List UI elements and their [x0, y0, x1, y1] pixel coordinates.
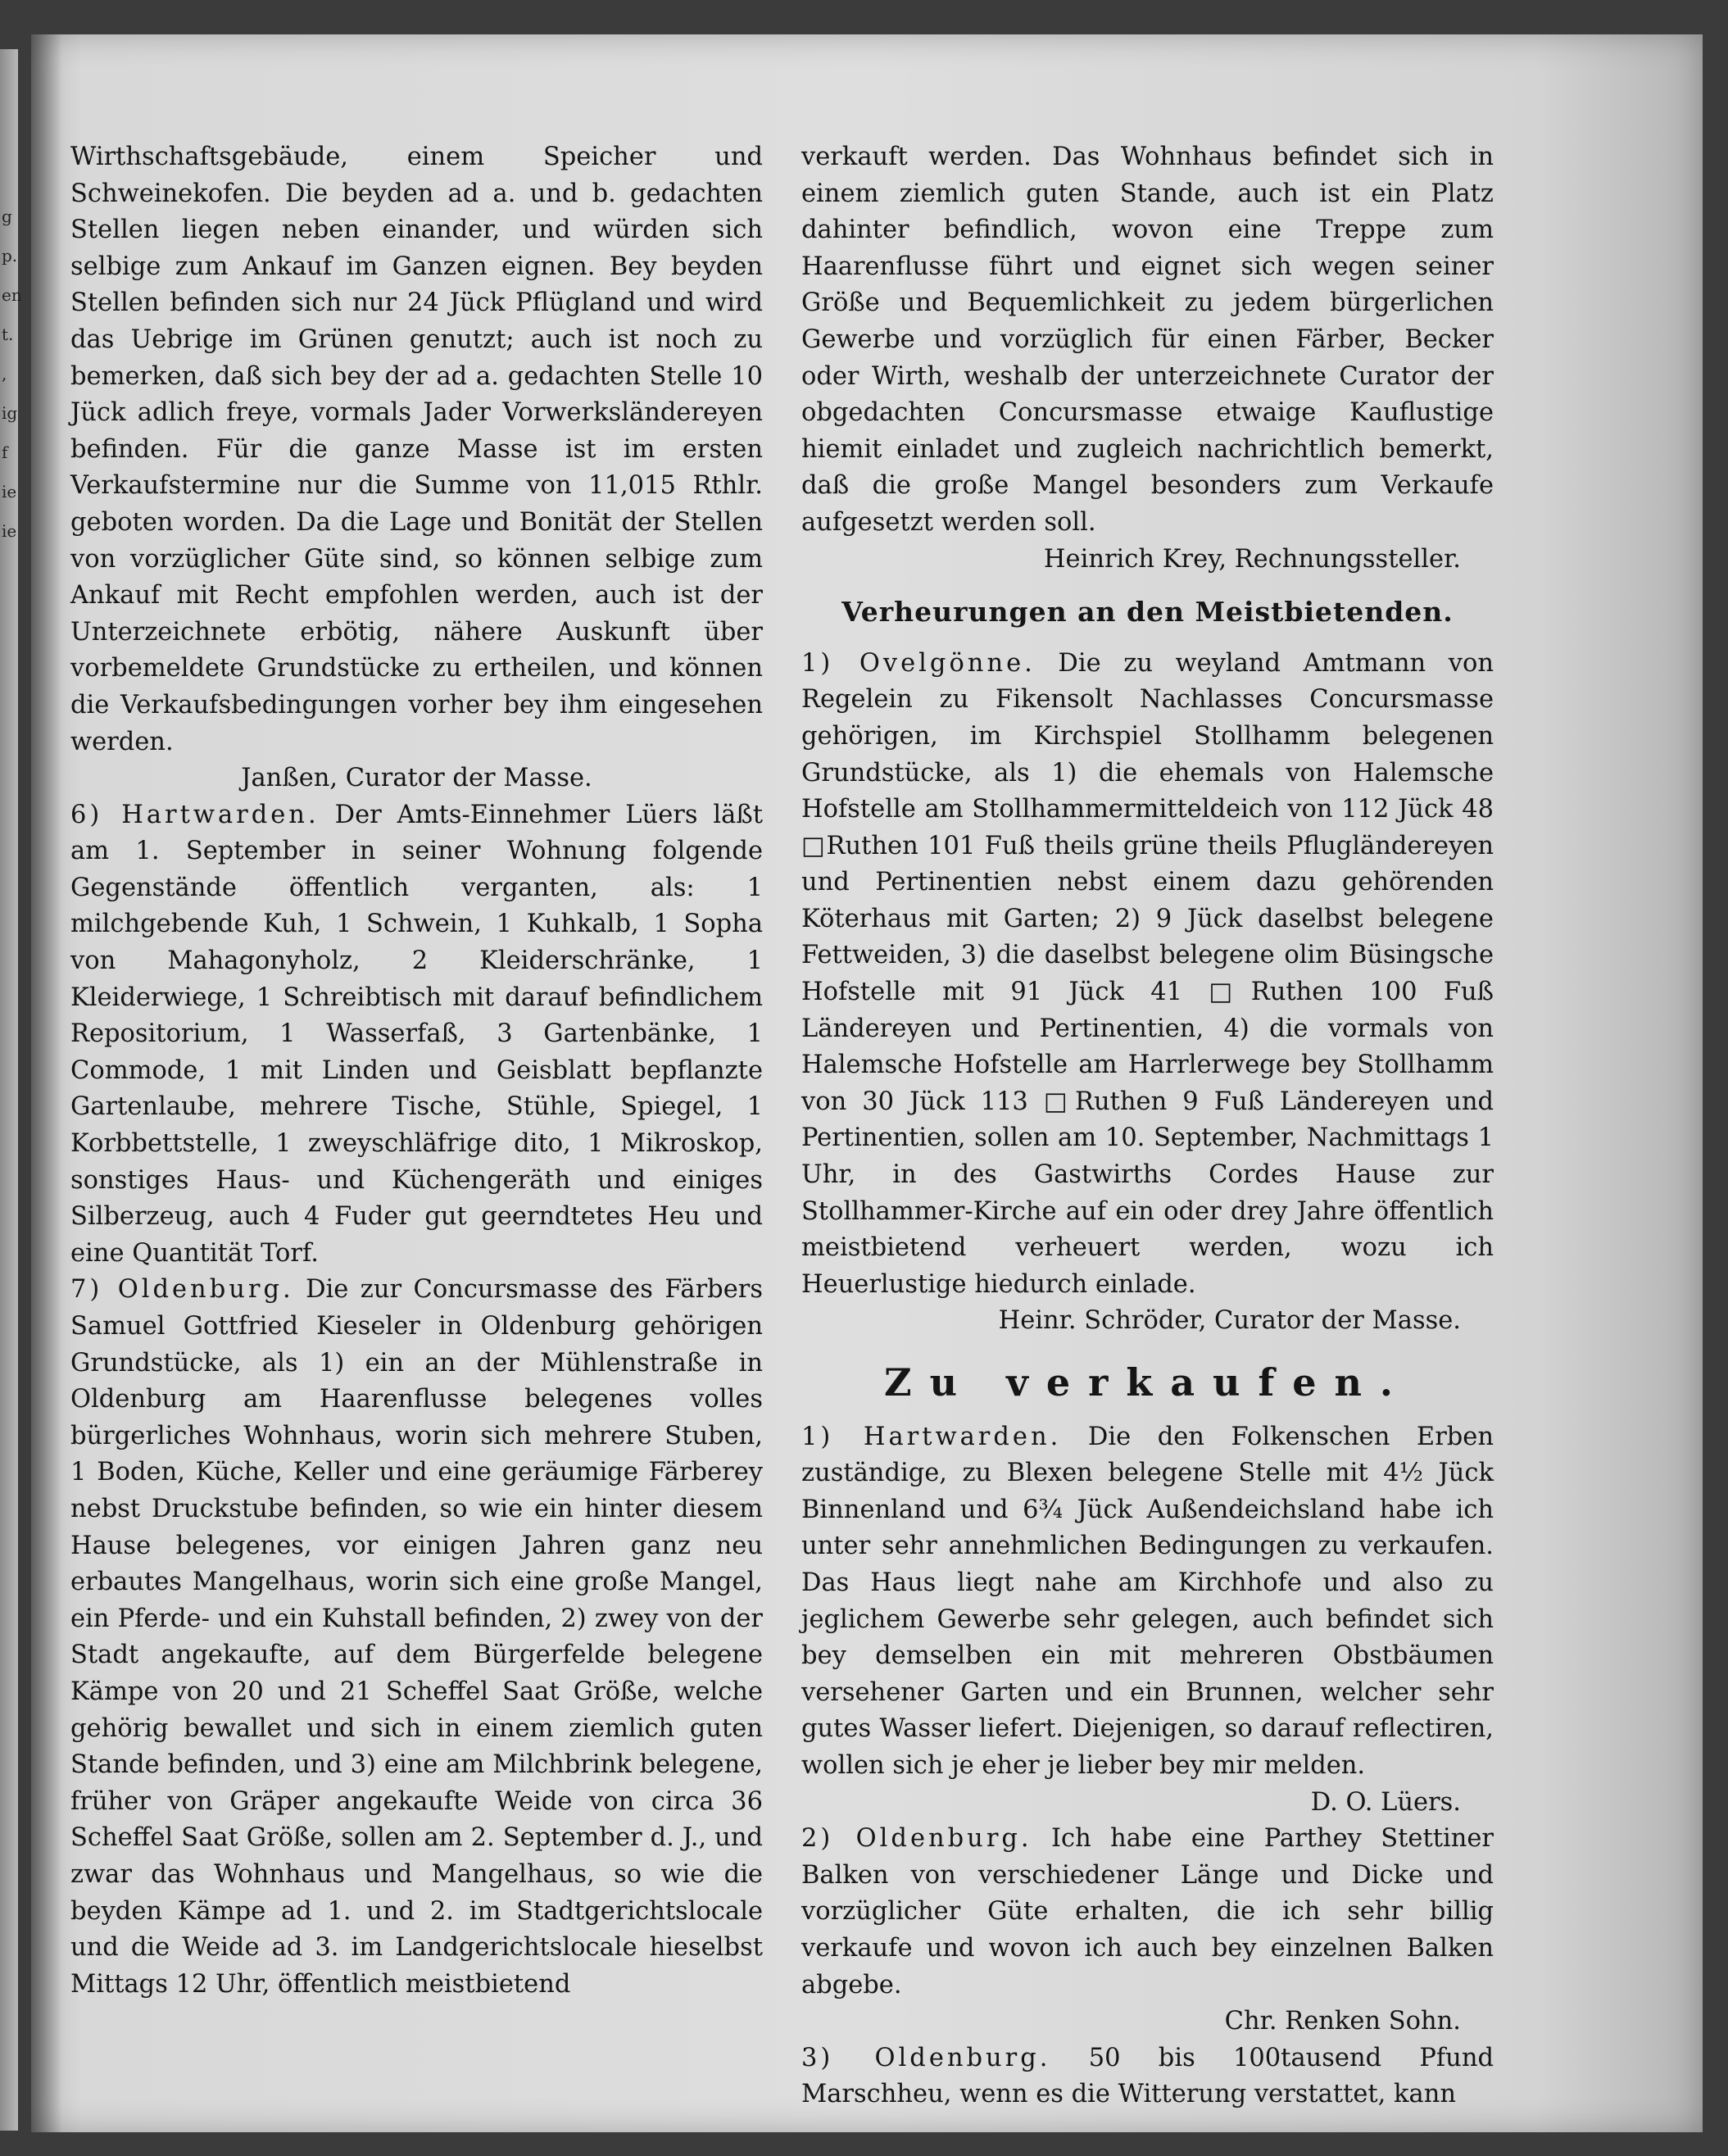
right-paragraph-3-place: 1) Hartwarden.	[801, 1422, 1062, 1451]
left-paragraph-3-text: Die zur Concursmasse des Färbers Samuel Gottfried Kieseler in Oldenburg gehörigen Grundstücke, als 1) ein an der Mühlenstraße in Oldenburg am Haarenflusse belegenes volles bürgerliches Wohnhaus, worin sich mehrere Stuben, 1 Boden, Küche, Keller und eine geräumige Färberey nebst Druckstube befinden, so wie ein hinter diesem Hause belegenes, vor einigen Jahren ganz neu erbautes Mangelhaus, worin sich eine große Mangel, ein Pferde- und ein Kuhstall befinden, 2) zwey von der Stadt angekaufte, auf dem Bürgerfelde belegene Kämpe von 20 und 21 Scheffel Saat Größe, welche gehörig bewallet und sich in einem ziemlich guten Stande befinden, und 3) eine am Milchbrink belegene, früher von Gräper angekaufte Weide von circa 36 Scheffel Saat Größe, sollen am 2. September d. J., und zwar das Wohnhaus und Mangelhaus, so wie die beyden Kämpe ad 1. und 2. im Stadtgerichtslocale und die Weide ad 3. im Landgerichtslocale hieselbst Mittags 12 Uhr, öffentlich meistbietend	[70, 1275, 763, 1999]
left-paragraph-2-text: Der Amts-Einnehmer Lüers läßt am 1. September in seiner Wohnung folgende Gegenstände öffentlich verganten, als: 1 milchgebende Kuh, 1 Schwein, 1 Kuhkalb, 1 Sopha von Mahagonyholz, 2 Kleiderschränke, 1 Kleiderwiege, 1 Schreibtisch mit darauf befindlichem Repositorium, 1 Wasserfaß, 3 Gartenbänke, 1 Commode, 1 mit Linden und Geisblatt bepflanzte Gartenlaube, mehrere Tische, Stühle, Spiegel, 1 Korbbettstelle, 1 zweyschläfrige dito, 1 Mikroskop, sonstiges Haus- und Küchengeräth und einiges Silberzeug, auch 4 Fuder gut geerndtetes Heu und eine Quantität Torf.	[70, 800, 763, 1268]
right-paragraph-3	[801, 1419, 1494, 1785]
right-signature-2: Heinr. Schröder, Curator der Masse.	[998, 1306, 1461, 1336]
section-title-zu-verkaufen: Zu verkaufen.	[884, 1360, 1411, 1405]
right-paragraph-5-place: 3) Oldenburg.	[801, 2043, 1051, 2072]
right-paragraph-2-place: 1) Ovelgönne.	[801, 648, 1036, 678]
left-column	[70, 139, 763, 2090]
previous-page-letters: g p. en t. , ig f ie ie	[2, 207, 22, 541]
right-paragraph-5	[801, 2040, 1494, 2113]
right-paragraph-2	[801, 646, 1494, 1304]
right-paragraph-4-place: 2) Oldenburg.	[801, 1824, 1032, 1854]
left-paragraph-3-place: 7) Oldenburg.	[70, 1275, 294, 1305]
right-paragraph-5-text: 50 bis 100tausend Pfund Marschheu, wenn es die Witterung verstattet, kann	[801, 2043, 1494, 2109]
gutter-shadow	[31, 34, 62, 2132]
left-paragraph-3	[70, 1272, 763, 2003]
newspaper-page	[31, 34, 1703, 2132]
right-paragraph-1: verkauft werden. Das Wohnhaus befindet sich in einem ziemlich guten Stande, auch ist ein Platz dahinter befindlich, wovon eine Treppe zum Haarenflusse führt und eignet sich wegen seiner Größe und Bequemlichkeit zu jedem bürgerlichen Gewerbe und vorzüglich für einen Färber, Becker oder Wirth, weshalb der unterzeichnete Curator der obgedachten Concursmasse etwaige Kauflustige hiemit einladet und zugleich nachrichtlich bemerkt, daß die große Mangel besonders zum Verkaufe aufgesetzt werden soll.	[801, 143, 1494, 537]
left-paragraph-2-place: 6) Hartwarden.	[70, 800, 320, 829]
left-signature-1: Janßen, Curator der Masse.	[241, 764, 592, 793]
right-paragraph-4	[801, 1821, 1494, 2004]
previous-page-edge	[0, 49, 22, 2131]
right-paragraph-3-text: Die den Folkenschen Erben zuständige, zu Blexen belegene Stelle mit 4½ Jück Binnenland und 6¾ Jück Außendeichsland habe ich unter sehr annehmlichen Bedingungen zu verkaufen. Das Haus liegt nahe am Kirchhofe und also zu jeglichem Gewerbe sehr gelegen, auch befindet sich bey demselben ein mit mehreren Obstbäumen versehener Garten und ein Brunnen, welcher sehr gutes Wasser liefert. Diejenigen, so darauf reflectiren, wollen sich je eher je lieber bey mir melden.	[801, 1422, 1494, 1780]
right-column	[801, 139, 1494, 2109]
right-paragraph-2-text: Die zu weyland Amtmann von Regelein zu Fikensolt Nachlasses Concursmasse gehörigen, im Kirchspiel Stollhamm belegenen Grundstücke, als 1) die ehemals von Halemsche Hofstelle am Stollhammermitteldeich von 112 Jück 48 □Ruthen 101 Fuß theils grüne theils Pflugländereyen und Pertinentien nebst einem dazu gehörenden Köterhaus mit Garten; 2) 9 Jück daselbst belegene Fettweiden, 3) die daselbst belegene olim Büsingsche Hofstelle mit 91 Jück 41 □Ruthen 100 Fuß Ländereyen und Pertinentien, 4) die vormals von Halemsche Hofstelle am Harrlerwege bey Stollhamm von 30 Jück 113 □Ruthen 9 Fuß Ländereyen und Pertinentien, sollen am 10. September, Nachmittags 1 Uhr, in des Gastwirths Cordes Hause zur Stollhammer-Kirche auf ein oder drey Jahre öffentlich meistbietend verheuert werden, wozu ich Heuerlustige hiedurch einlade.	[801, 648, 1494, 1299]
right-signature-3: D. O. Lüers.	[1310, 1787, 1461, 1817]
left-paragraph-2	[70, 797, 763, 1273]
section-title-verheurungen: Verheurungen an den Meistbietenden.	[841, 596, 1454, 629]
right-signature-1: Heinrich Krey, Rechnungssteller.	[1043, 544, 1461, 574]
left-paragraph-1: Wirthschaftsgebäude, einem Speicher und Schweinekofen. Die beyden ad a. und b. gedachten Stellen liegen neben einander, und würden sich selbige zum Ankauf im Ganzen eignen. Bey beyden Stellen befinden sich nur 24 Jück Pflügland und wird das Uebrige im Grünen genutzt; auch ist noch zu bemerken, daß sich bey der ad a. gedachten Stelle 10 Jück adlich freye, vormals Jader Vorwerksländereyen befinden. Für die ganze Masse ist im ersten Verkaufstermine nur die Summe von 11,015 Rthlr. geboten worden. Da die Lage und Bonität der Stellen von vorzüglicher Güte sind, so können selbige zum Ankauf mit Recht empfohlen werden, auch ist der Unterzeichnete erbötig, nähere Auskunft über vorbemeldete Grundstücke zu ertheilen, und können die Verkaufsbedingungen vorher bey ihm eingesehen werden.	[70, 143, 763, 756]
right-paragraph-4-text: Ich habe eine Parthey Stettiner Balken von verschiedener Länge und Dicke und vorzüglicher Güte erhalten, die ich sehr billig verkaufe und wovon ich auch bey einzelnen Balken abgebe.	[801, 1824, 1494, 1999]
right-signature-4: Chr. Renken Sohn.	[1224, 2007, 1461, 2036]
